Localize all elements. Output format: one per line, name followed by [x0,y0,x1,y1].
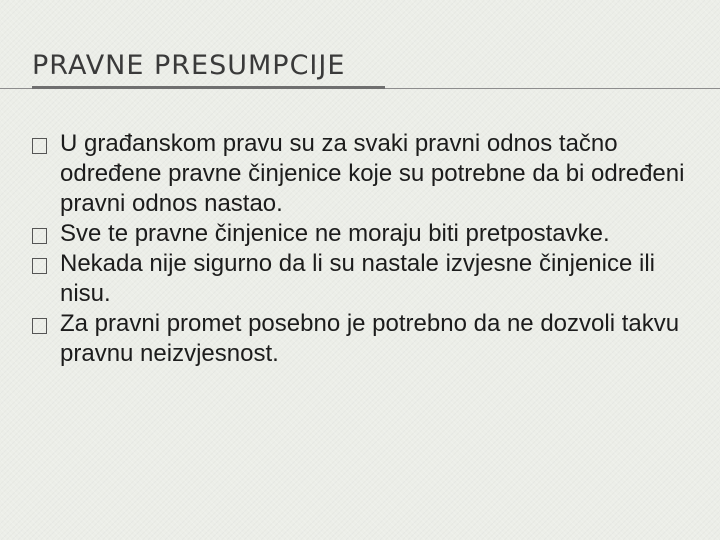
square-bullet-icon [32,138,47,154]
bullet-text: Sve te pravne činjenice ne moraju biti pretpostavke. [60,220,610,247]
list-item [32,309,697,369]
bullet-text: U građanskom pravu su za svaki pravni odnos tačno određene pravne činjenice koje su potrebne da bi određeni pravni odnos nastao. [60,130,685,217]
bullet-list [32,129,697,369]
title-underline [32,86,385,89]
list-item [32,129,697,219]
list-item [32,219,697,249]
list-item [32,249,697,309]
bullet-text: Za pravni promet posebno je potrebno da ne dozvoli takvu pravnu neizvjesnost. [60,310,680,367]
square-bullet-icon [32,258,47,274]
bullet-text: Nekada nije sigurno da li su nastale izvjesne činjenice ili nisu. [60,250,655,307]
slide-title: PRAVNE PRESUMPCIJE [32,50,346,81]
square-bullet-icon [32,228,47,244]
square-bullet-icon [32,318,47,334]
